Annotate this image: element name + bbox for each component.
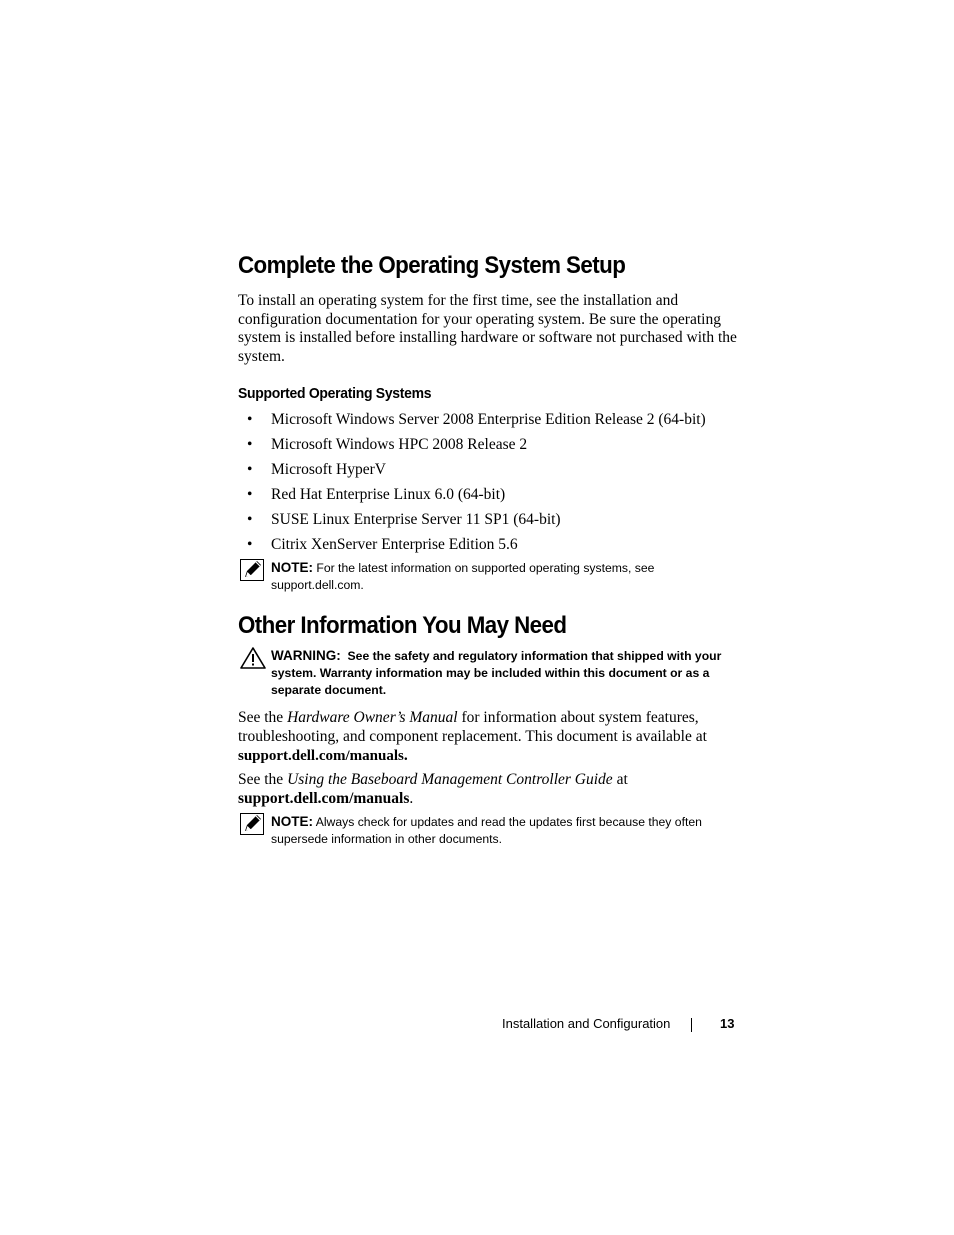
note-label: NOTE: bbox=[271, 814, 313, 830]
note-period: . bbox=[360, 578, 364, 593]
footer-divider bbox=[691, 1018, 692, 1032]
pencil-note-icon bbox=[240, 559, 264, 586]
list-item bbox=[238, 532, 738, 557]
bullet-icon: • bbox=[247, 536, 253, 554]
para-text: See the bbox=[238, 709, 284, 727]
warning-triangle-icon bbox=[240, 647, 266, 674]
bullet-icon: • bbox=[247, 411, 253, 429]
note-text: For the latest information on supported operating systems, see bbox=[316, 561, 655, 576]
list-item-text: Citrix XenServer Enterprise Edition 5.6 bbox=[271, 536, 518, 554]
bmc-guide-paragraph bbox=[238, 771, 738, 808]
bullet-icon: • bbox=[247, 436, 253, 454]
list-item-text: Microsoft HyperV bbox=[271, 461, 386, 479]
list-item bbox=[238, 482, 738, 507]
pencil-note-icon bbox=[240, 813, 264, 840]
warning-text: See the safety and regulatory information that shipped with your system. Warranty information may be included within this document or as a separate document. bbox=[271, 649, 722, 698]
bullet-icon: • bbox=[247, 461, 253, 479]
list-item-text: Microsoft Windows HPC 2008 Release 2 bbox=[271, 436, 528, 454]
footer-section-title: Installation and Configuration bbox=[502, 1016, 671, 1031]
manuals-link[interactable]: support.dell.com/manuals bbox=[238, 747, 404, 764]
os-setup-intro: To install an operating system for the first time, see the installation and configuration documentation for your operating system. Be sure the operating system is installed before installing hardware or software not purchased with the system. bbox=[238, 292, 737, 365]
para-text: See the bbox=[238, 771, 284, 789]
note-text: Always check for updates and read the updates first because they often supersede information in other documents. bbox=[271, 815, 702, 847]
heading-os-setup: Complete the Operating System Setup bbox=[238, 252, 626, 279]
page-number: 13 bbox=[720, 1016, 735, 1031]
para-period: . bbox=[409, 789, 414, 807]
bmc-guide-title: Using the Baseboard Management Controller Guide bbox=[287, 771, 613, 789]
para-period: . bbox=[403, 746, 408, 764]
bullet-icon: • bbox=[247, 486, 253, 504]
para-text: at bbox=[616, 771, 628, 789]
note-label: NOTE: bbox=[271, 560, 313, 576]
heading-supported-os: Supported Operating Systems bbox=[238, 385, 432, 403]
updates-note bbox=[238, 813, 738, 848]
heading-other-info: Other Information You May Need bbox=[238, 612, 567, 640]
page-content bbox=[238, 252, 738, 848]
list-item bbox=[238, 432, 738, 457]
warning-notice bbox=[238, 647, 738, 699]
hardware-manual-paragraph bbox=[238, 709, 738, 765]
list-item bbox=[238, 407, 738, 432]
list-item bbox=[238, 457, 738, 482]
list-item-text: Microsoft Windows Server 2008 Enterprise Edition Release 2 (64-bit) bbox=[271, 411, 706, 429]
list-item-text: SUSE Linux Enterprise Server 11 SP1 (64-bit) bbox=[271, 511, 561, 529]
list-item bbox=[238, 507, 738, 532]
bullet-icon: • bbox=[247, 511, 253, 529]
support-link[interactable]: support.dell.com bbox=[271, 578, 361, 593]
page-footer bbox=[502, 1015, 735, 1033]
warning-label: WARNING: bbox=[271, 648, 341, 664]
supported-os-list bbox=[238, 407, 738, 557]
hardware-manual-title: Hardware Owner’s Manual bbox=[287, 709, 458, 727]
para-text: for information about system features, troubleshooting, and component replacement. This document is available at bbox=[238, 709, 707, 745]
list-item-text: Red Hat Enterprise Linux 6.0 (64-bit) bbox=[271, 486, 506, 504]
supported-os-note bbox=[238, 559, 738, 594]
manuals-link[interactable]: support.dell.com/manuals bbox=[238, 789, 410, 807]
